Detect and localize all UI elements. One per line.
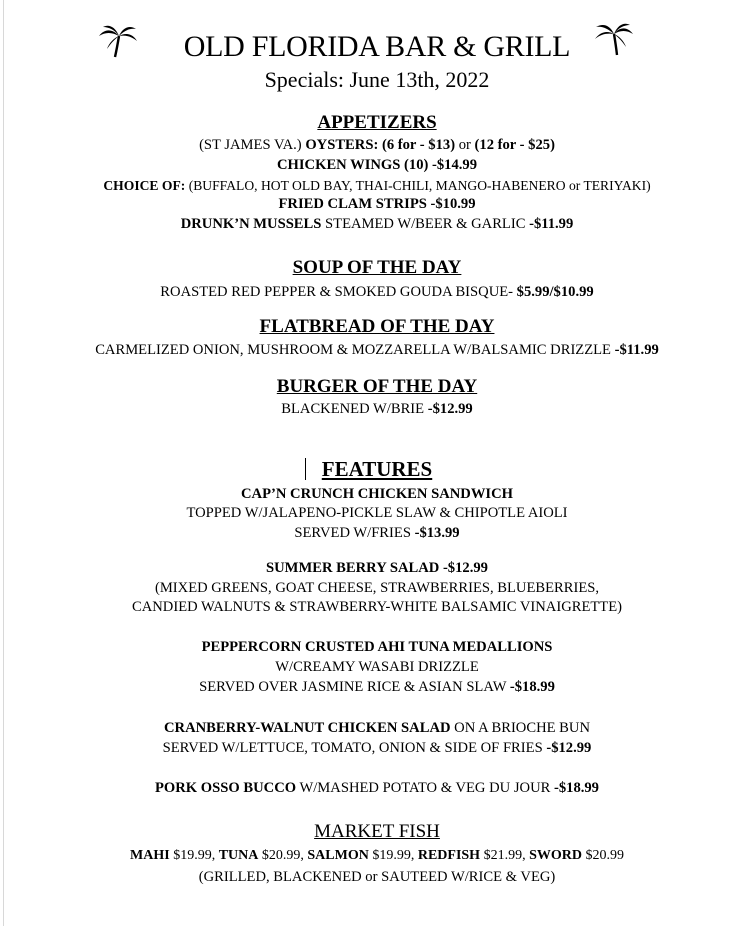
wing-sauce-choices — [0, 176, 754, 195]
cranberry-salad-served — [0, 739, 754, 758]
clam-strips-item: FRIED CLAM STRIPS -$10.99 — [278, 196, 476, 212]
soup-item — [0, 283, 754, 302]
berry-salad-desc-2: CANDIED WALNUTS & STRAWBERRY-WHITE BALSAMIC VINAIGRETTE) — [132, 599, 622, 615]
cranberry-salad-price: -$12.99 — [546, 740, 592, 756]
oysters-or: or — [458, 137, 471, 153]
cranberry-salad-name-line — [0, 719, 754, 738]
fish-name: TUNA — [218, 848, 259, 863]
oysters-twelve-price: (12 for - $25) — [474, 137, 555, 153]
oysters-six-price: (6 for - $13) — [381, 137, 456, 153]
fish-name: REDFISH — [417, 848, 481, 863]
flatbread-heading: FLATBREAD OF THE DAY — [259, 316, 495, 337]
fish-name: SWORD — [529, 848, 582, 863]
ahi-tuna-drizzle: W/CREAMY WASABI DRIZZLE — [275, 659, 479, 675]
capn-crunch-served — [0, 524, 754, 543]
fish-price: $19.99, — [368, 848, 418, 863]
restaurant-title: OLD FLORIDA BAR & GRILL — [183, 30, 571, 63]
choice-options: (BUFFALO, HOT OLD BAY, THAI-CHILI, MANGO-HABENERO or TERIYAKI) — [185, 178, 651, 193]
soup-desc: ROASTED RED PEPPER & SMOKED GOUDA BISQUE- — [160, 284, 517, 300]
burger-heading: BURGER OF THE DAY — [276, 376, 478, 397]
ahi-tuna-side: SERVED OVER JASMINE RICE & ASIAN SLAW — [199, 679, 510, 695]
specials-date: Specials: June 13th, 2022 — [264, 67, 490, 92]
chicken-wings-item: CHICKEN WINGS (10) -$14.99 — [276, 157, 477, 173]
appetizers-heading: APPETIZERS — [317, 112, 437, 133]
ahi-tuna-name: PEPPERCORN CRUSTED AHI TUNA MEDALLIONS — [201, 639, 553, 655]
fish-name: SALMON — [307, 848, 369, 863]
osso-bucco-item — [0, 779, 754, 798]
burger-price: -$12.99 — [427, 401, 473, 417]
oysters-item — [0, 136, 754, 155]
oysters-name: OYSTERS: — [305, 137, 379, 153]
ahi-tuna-served — [0, 678, 754, 697]
osso-bucco-name: PORK OSSO BUCCO — [155, 780, 297, 796]
capn-crunch-price: -$13.99 — [414, 525, 460, 541]
fish-price: $21.99, — [480, 848, 530, 863]
market-fish-heading: MARKET FISH — [314, 821, 440, 842]
features-heading: FEATURES — [321, 457, 433, 481]
osso-bucco-price: -$18.99 — [553, 780, 599, 796]
mussels-desc: STEAMED W/BEER & GARLIC — [321, 216, 530, 232]
capn-crunch-topping: TOPPED W/JALAPENO-PICKLE SLAW & CHIPOTLE AIOLI — [186, 505, 568, 521]
cranberry-salad-bun: ON A BRIOCHE BUN — [450, 720, 590, 736]
flatbread-item — [0, 341, 754, 360]
ahi-tuna-price: -$18.99 — [509, 679, 555, 695]
mussels-name: DRUNK’N MUSSELS — [180, 216, 322, 232]
soup-price: $5.99/$10.99 — [516, 284, 594, 300]
choice-label: CHOICE OF: — [103, 178, 186, 193]
berry-salad-name: SUMMER BERRY SALAD -$12.99 — [266, 560, 488, 576]
market-fish-prep-note: (GRILLED, BLACKENED or SAUTEED W/RICE & VEG) — [198, 869, 556, 885]
burger-item — [0, 400, 754, 419]
market-fish-list — [0, 846, 754, 865]
fish-price: $20.99, — [258, 848, 308, 863]
soup-heading: SOUP OF THE DAY — [292, 257, 462, 278]
capn-crunch-name: CAP’N CRUNCH CHICKEN SANDWICH — [240, 486, 513, 502]
fish-price: $20.99 — [581, 848, 624, 863]
flatbread-price: -$11.99 — [614, 342, 659, 358]
osso-bucco-desc: W/MASHED POTATO & VEG DU JOUR — [296, 780, 554, 796]
fish-price: $19.99, — [169, 848, 219, 863]
flatbread-desc: CARMELIZED ONION, MUSHROOM & MOZZARELLA W/BALSAMIC DRIZZLE — [95, 342, 615, 358]
mussels-item — [0, 215, 754, 234]
oysters-origin: (ST JAMES VA.) — [199, 137, 306, 153]
burger-desc: BLACKENED W/BRIE — [281, 401, 428, 417]
mussels-price: -$11.99 — [529, 216, 574, 232]
cranberry-salad-name: CRANBERRY-WALNUT CHICKEN SALAD — [163, 720, 451, 736]
cranberry-salad-side: SERVED W/LETTUCE, TOMATO, ONION & SIDE OF FRIES — [162, 740, 547, 756]
fish-name: MAHI — [130, 848, 170, 863]
berry-salad-desc-1: (MIXED GREENS, GOAT CHEESE, STRAWBERRIES, BLUEBERRIES, — [154, 580, 600, 596]
capn-crunch-side: SERVED W/FRIES — [294, 525, 415, 541]
